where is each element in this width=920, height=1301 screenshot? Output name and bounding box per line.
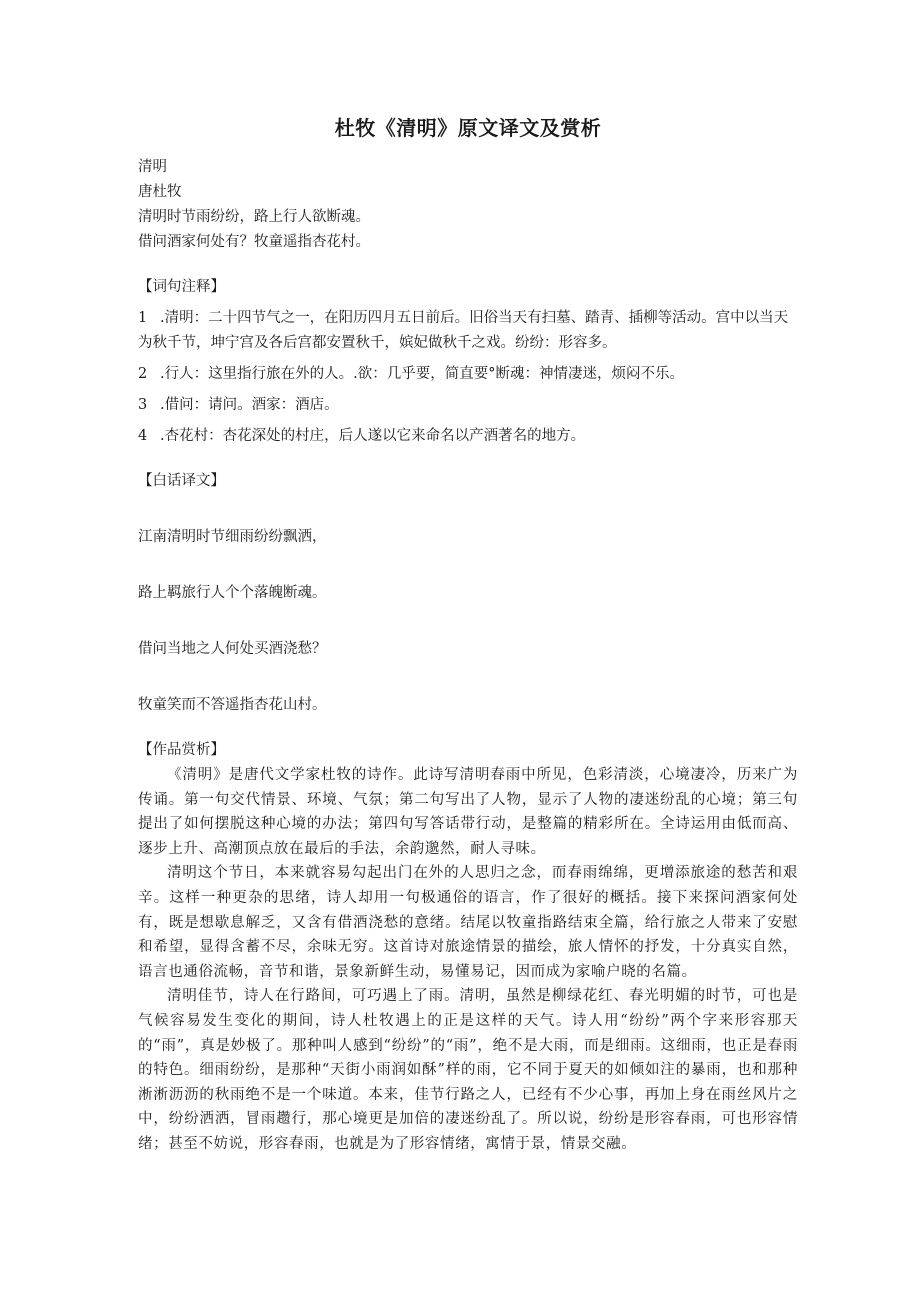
translation-line: 牧童笑而不答遥指杏花山村。	[138, 697, 327, 713]
note-item	[138, 362, 798, 387]
translation-line: 路上羁旅行人个个落魄断魂。	[138, 585, 327, 601]
note-text: .杏花村：杏花深处的村庄，后人遂以它来命名以产酒著名的地方。	[160, 428, 586, 444]
poem-name: 清明	[138, 159, 167, 175]
appreciation-paragraph: 清明佳节，诗人在行路间，可巧遇上了雨。清明，虽然是柳绿花红、春光明媚的时节，可也是气候容易发生变化的期间，诗人杜牧遇上的正是这样的天气。诗人用“纷纷”两个字来形容那天的“雨”，真是妙极了。那种叫人感到“纷纷”的“雨”，绝不是大雨，而是细雨。这细雨，也正是春雨的特色。细雨纷纷，是那种“天街小雨润如酥”样的雨，它不同于夏天的如倾如注的暴雨，也和那种淅淅沥沥的秋雨绝不是一个味道。本来，佳节行路之人，已经有不少心事，再加上身在雨丝风片之中，纷纷洒洒，冒雨趱行，那心境更是加倍的凄迷纷乱了。所以说，纷纷是形容春雨，可也形容情绪；甚至不妨说，形容春雨，也就是为了形容情绪，寓情于景，情景交融。	[138, 988, 798, 1152]
note-text: .借问：请问。酒家：酒店。	[160, 397, 339, 413]
poem-author: 唐杜牧	[138, 184, 182, 200]
appreciation-paragraph: 《清明》是唐代文学家杜牧的诗作。此诗写清明春雨中所见，色彩清淡，心境凄冷，历来广为传诵。第一句交代情景、环境、气氛；第二句写出了人物，显示了人物的凄迷纷乱的心境；第三句提出了如何摆脱这种心境的办法；第四句写答话带行动，是整篇的精彩所在。全诗运用由低而高、逐步上升、高潮顶点放在最后的手法，余韵邈然，耐人寻味。	[138, 767, 798, 857]
note-number: 1	[138, 310, 148, 326]
appreciation-paragraph: 清明这个节日，本来就容易勾起出门在外的人思归之念，而春雨绵绵，更增添旅途的愁苦和艰辛。这样一种更杂的思绪，诗人却用一句极通俗的语言，作了很好的概括。接下来探问酒家何处有，既是想歇息解乏，又含有借酒浇愁的意绪。结尾以牧童指路结束全篇，给行旅之人带来了安慰和希望，显得含蓄不尽，余味无穷。这首诗对旅途情景的描绘，旅人情怀的抒发，十分真实自然，语言也通俗流畅，音节和谐，景象新鲜生动，易懂易记，因而成为家喻户晓的名篇。	[138, 865, 798, 980]
appreciation-heading: 【作品赏析】	[138, 742, 225, 758]
note-item	[138, 424, 798, 449]
translation-line: 江南清明时节细雨纷纷飘洒，	[138, 529, 327, 545]
poem-line: 借问酒家何处有？牧童遥指杏花村。	[138, 234, 370, 250]
note-text: .清明：二十四节气之一，在阳历四月五日前后。旧俗当天有扫墓、踏青、插柳等活动。宫中以当天为秋千节，坤宁宫及各后宫都安置秋千，嫔妃做秋千之戏。纷纷：形容多。	[138, 310, 789, 351]
note-number: 2	[138, 366, 148, 382]
page-title: 杜牧《清明》原文译文及赏析	[334, 116, 602, 140]
note-item	[138, 393, 798, 418]
translation-heading: 【白话译文】	[138, 473, 225, 489]
note-number: 3	[138, 397, 148, 413]
note-item	[138, 306, 798, 356]
document-page	[138, 112, 798, 1157]
note-number: 4	[138, 428, 148, 444]
notes-heading: 【词句注释】	[138, 279, 225, 295]
note-text: .行人：这里指行旅在外的人。.欲：几乎要，简直要°断魂：神情凄迷，烦闷不乐。	[160, 366, 684, 382]
poem-line: 清明时节雨纷纷，路上行人欲断魂。	[138, 209, 370, 225]
translation-line: 借问当地之人何处买酒浇愁？	[138, 641, 327, 657]
